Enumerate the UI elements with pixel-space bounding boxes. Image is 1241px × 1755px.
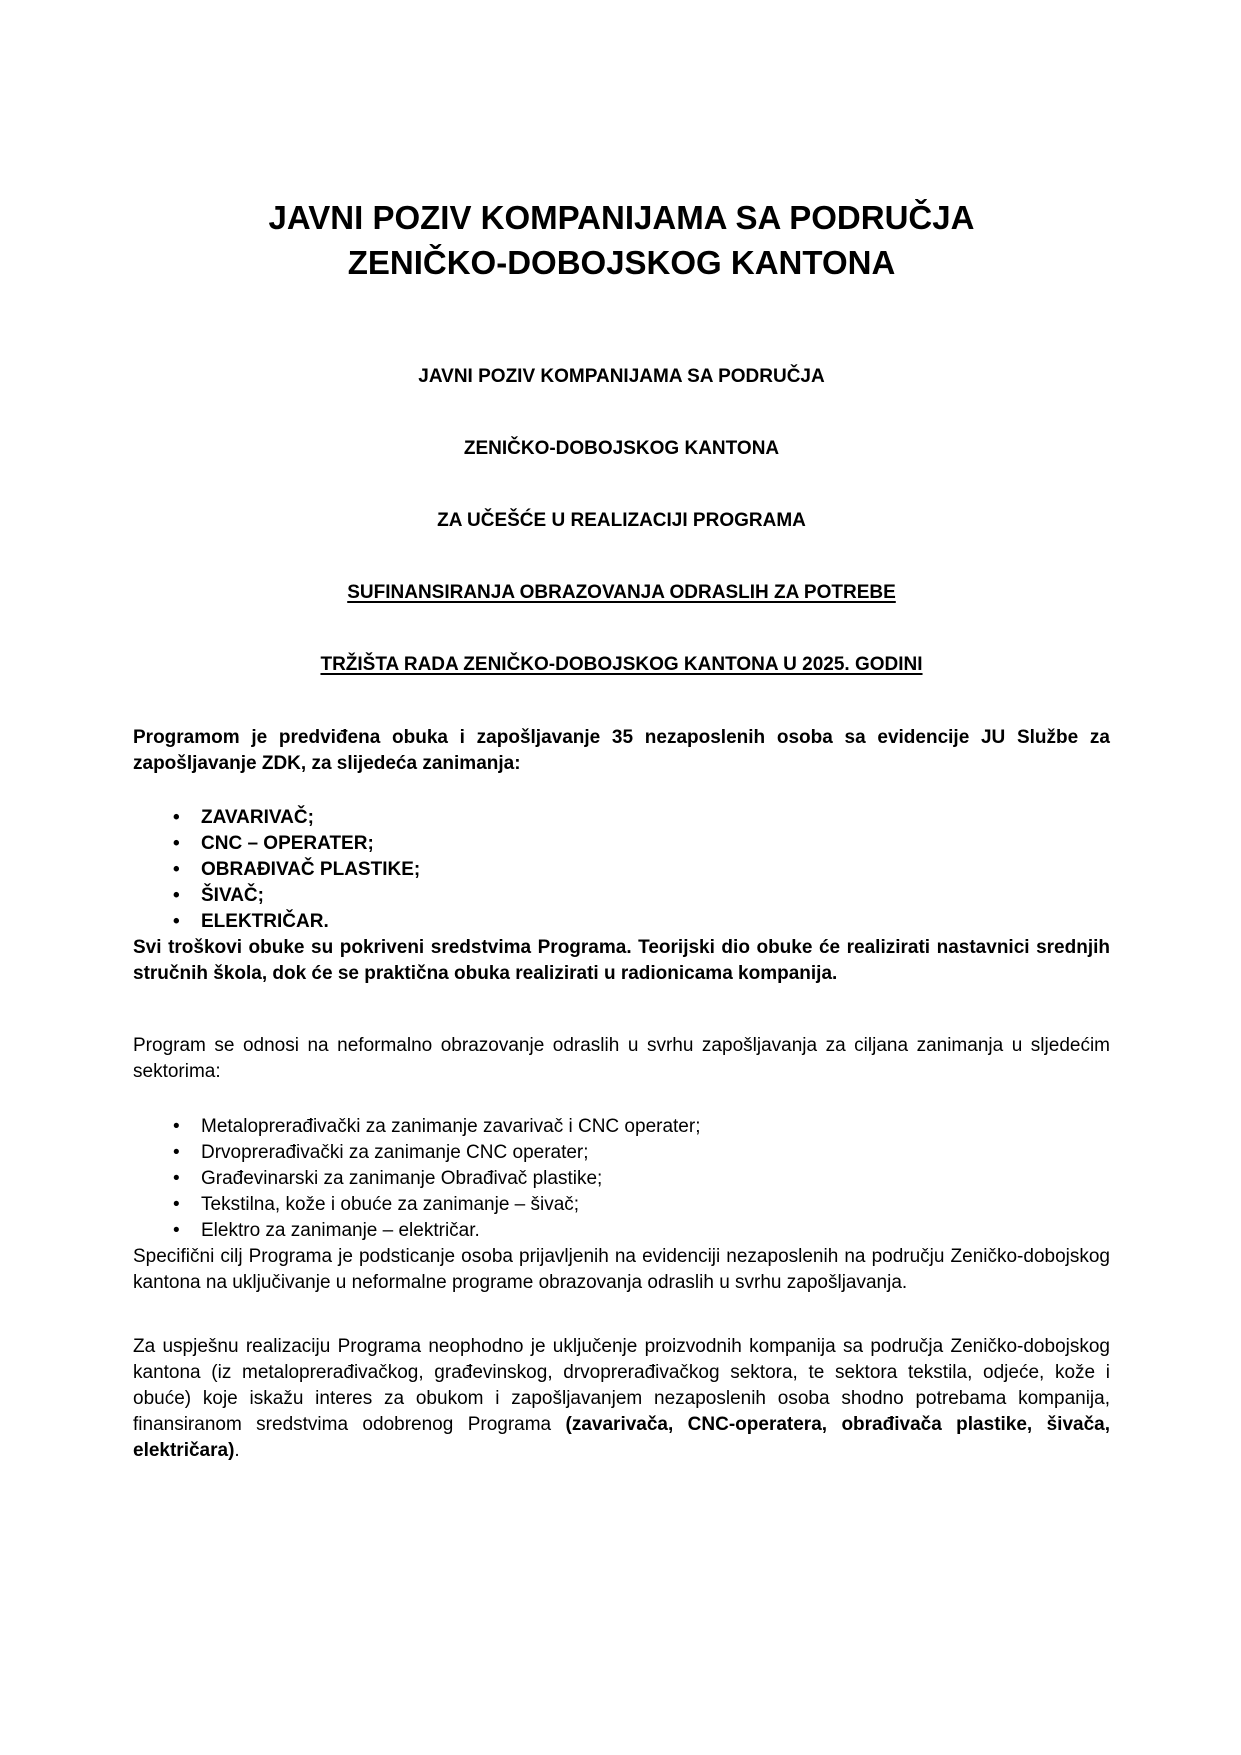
- occupation-item-obradjivac-plastike: • OBRAĐIVAČ PLASTIKE;: [173, 857, 1110, 883]
- main-title-line-1: JAVNI POZIV KOMPANIJAMA SA PODRUČJA: [268, 199, 975, 236]
- heading-kanton: ZENIČKO-DOBOJSKOG KANTONA: [463, 438, 780, 459]
- occupation-item-cnc-operater: • CNC – OPERATER;: [173, 831, 1110, 857]
- main-title-line-2: ZENIČKO-DOBOJSKOG KANTONA: [347, 244, 896, 281]
- sectors-list: [133, 1114, 1110, 1244]
- paragraph-final-suffix: .: [234, 1440, 240, 1461]
- paragraph-final-regular: Za uspješnu realizaciju Programa neophodno je uključenje proizvodnih kompanija sa područja Zeničko-dobojskog kantona (iz metaloprerađivačkog, građevinskog, drvoprerađivačkog sektora, te sektora tekstila, odjeće, kože i obuće) koje iskažu interes za obukom i zapošljavanjem nezaposlenih osoba shodno potrebama kompanija, finansiranom sredstvima odobrenog Programa: [133, 1336, 1110, 1435]
- paragraph-costs: Svi troškovi obuke su pokriveni sredstvima Programa. Teorijski dio obuke će realizirati nastavnici srednjih stručnih škola, dok će se praktična obuka realizirati u radionicama kompanija.: [133, 937, 1110, 984]
- occupation-item-elektricar: • ELEKTRIČAR.: [173, 909, 1110, 935]
- sector-item-elektro: • Elektro za zanimanje – električar.: [173, 1218, 1110, 1244]
- occupation-item-sivac: • ŠIVAČ;: [173, 883, 1110, 909]
- sector-item-drvopreradjivacki: • Drvoprerađivački za zanimanje CNC operater;: [173, 1140, 1110, 1166]
- paragraph-sectors-intro: Program se odnosi na neformalno obrazovanje odraslih u svrhu zapošljavanja za ciljana zanimanja u sljedećim sektorima:: [133, 1035, 1110, 1082]
- paragraph-intro: Programom je predviđena obuka i zapošljavanje 35 nezaposlenih osoba sa evidencije JU Službe za zapošljavanje ZDK, za slijedeća zanimanja:: [133, 727, 1110, 774]
- document-main-title: [133, 195, 1110, 285]
- occupations-list: [133, 805, 1110, 935]
- sector-item-tekstilna: • Tekstilna, kože i obuće za zanimanje – šivač;: [173, 1192, 1110, 1218]
- heading-ucesce: ZA UČEŠĆE U REALIZACIJI PROGRAMA: [437, 510, 806, 531]
- occupation-item-zavarivac: • ZAVARIVAČ;: [173, 805, 1110, 831]
- heading-trziste-rada: TRŽIŠTA RADA ZENIČKO-DOBOJSKOG KANTONA U 2025. GODINI: [320, 654, 923, 675]
- paragraph-goal: Specifični cilj Programa je podsticanje osoba prijavljenih na evidenciji nezaposlenih na području Zeničko-dobojskog kantona na uključivanje u neformalne programe obrazovanja odraslih u svrhu zapošljavanja.: [133, 1246, 1110, 1293]
- document-headings: [133, 365, 1110, 677]
- paragraph-final: [133, 1334, 1110, 1464]
- heading-sufinansiranje: SUFINANSIRANJA OBRAZOVANJA ODRASLIH ZA POTREBE: [347, 582, 896, 603]
- sector-item-metalopreradjivacki: • Metaloprerađivački za zanimanje zavarivač i CNC operater;: [173, 1114, 1110, 1140]
- paragraph-final-bold: (zavarivača, CNC-operatera, obrađivača plastike, šivača, električara): [133, 1414, 1111, 1461]
- heading-javni-poziv: JAVNI POZIV KOMPANIJAMA SA PODRUČJA: [418, 366, 825, 387]
- sector-item-gradjevinarski: • Građevinarski za zanimanje Obrađivač plastike;: [173, 1166, 1110, 1192]
